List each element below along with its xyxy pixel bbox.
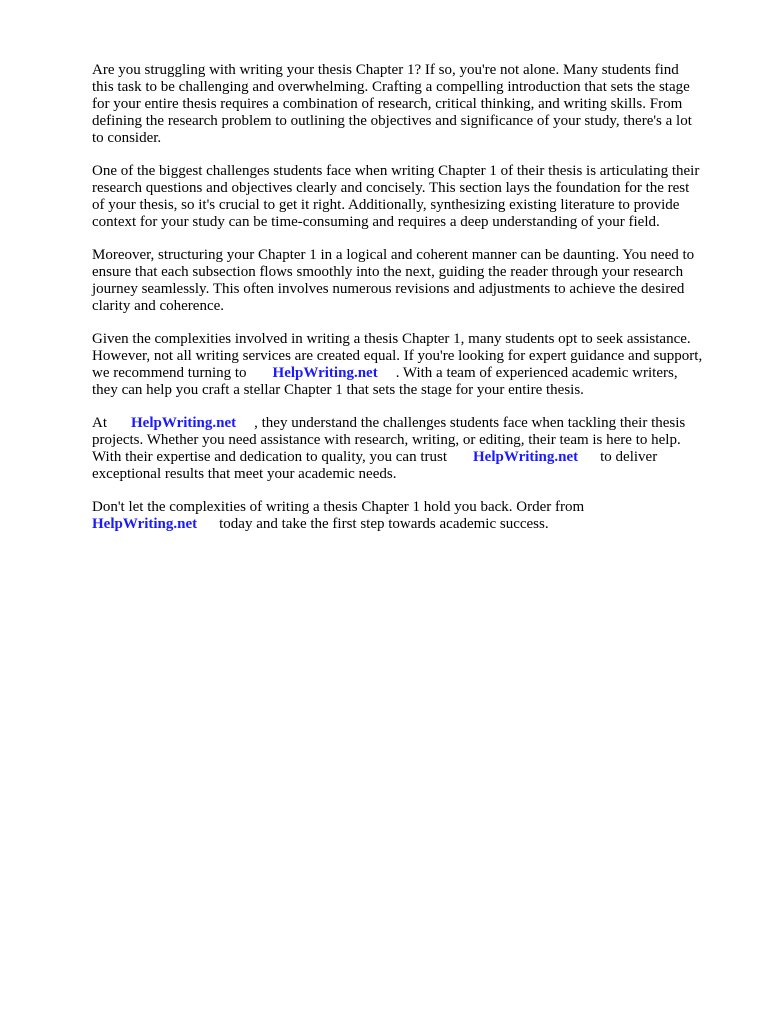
text-segment: At: [92, 415, 107, 431]
text-line: of your thesis, so it's crucial to get it right. Additionally, synthesizing existing literature to provide: [92, 197, 680, 213]
text-line: Are you struggling with writing your thesis Chapter 1? If so, you're not alone. Many students find: [92, 62, 679, 78]
paragraph-structure: [92, 247, 728, 315]
text-segment: today and take the first step towards academic success.: [219, 516, 549, 532]
paragraph-call-to-action: [92, 499, 728, 533]
text-line: However, not all writing services are created equal. If you're looking for expert guidance and support,: [92, 348, 703, 364]
text-line: Given the complexities involved in writing a thesis Chapter 1, many students opt to seek assistance.: [92, 331, 691, 347]
text-line: research questions and objectives clearly and concisely. This section lays the foundation for the rest: [92, 180, 690, 196]
text-line: for your entire thesis requires a combination of research, critical thinking, and writing skills. From: [92, 96, 683, 112]
text-line-with-link: [92, 516, 728, 533]
text-segment: . With a team of experienced academic writers,: [395, 365, 678, 381]
paragraph-service: [92, 415, 728, 483]
helpwriting-link[interactable]: HelpWriting.net: [131, 415, 237, 431]
paragraph-challenges: [92, 163, 728, 231]
text-line: context for your study can be time-consuming and requires a deep understanding of your field.: [92, 214, 660, 230]
helpwriting-link[interactable]: HelpWriting.net: [92, 516, 198, 532]
text-line: projects. Whether you need assistance with research, writing, or editing, their team is here to help.: [92, 432, 681, 448]
paragraph-intro: [92, 62, 728, 147]
text-line: clarity and coherence.: [92, 298, 225, 314]
text-line: Don't let the complexities of writing a thesis Chapter 1 hold you back. Order from: [92, 499, 585, 515]
text-segment: , they understand the challenges students face when tackling their thesis: [254, 415, 686, 431]
text-line-with-link: [92, 449, 728, 466]
text-line: they can help you craft a stellar Chapter 1 that sets the stage for your entire thesis.: [92, 382, 584, 398]
helpwriting-link[interactable]: HelpWriting.net: [473, 449, 579, 465]
text-line-with-link: [92, 415, 728, 432]
text-line: journey seamlessly. This often involves numerous revisions and adjustments to achieve the desired: [92, 281, 685, 297]
paragraph-recommendation: [92, 331, 728, 399]
text-line: exceptional results that meet your academic needs.: [92, 466, 397, 482]
text-line: One of the biggest challenges students face when writing Chapter 1 of their thesis is articulating their: [92, 163, 700, 179]
text-line: to consider.: [92, 130, 162, 146]
text-segment: to deliver: [600, 449, 658, 465]
text-line: ensure that each subsection flows smoothly into the next, guiding the reader through your research: [92, 264, 684, 280]
text-line: defining the research problem to outlining the objectives and significance of your study, there's a lot: [92, 113, 692, 129]
text-line-with-link: [92, 365, 728, 382]
text-line: Moreover, structuring your Chapter 1 in a logical and coherent manner can be daunting. You need to: [92, 247, 695, 263]
text-segment: we recommend turning to: [92, 365, 247, 381]
text-segment: With their expertise and dedication to quality, you can trust: [92, 449, 447, 465]
text-line: this task to be challenging and overwhelming. Crafting a compelling introduction that sets the stage: [92, 79, 690, 95]
helpwriting-link[interactable]: HelpWriting.net: [272, 365, 378, 381]
